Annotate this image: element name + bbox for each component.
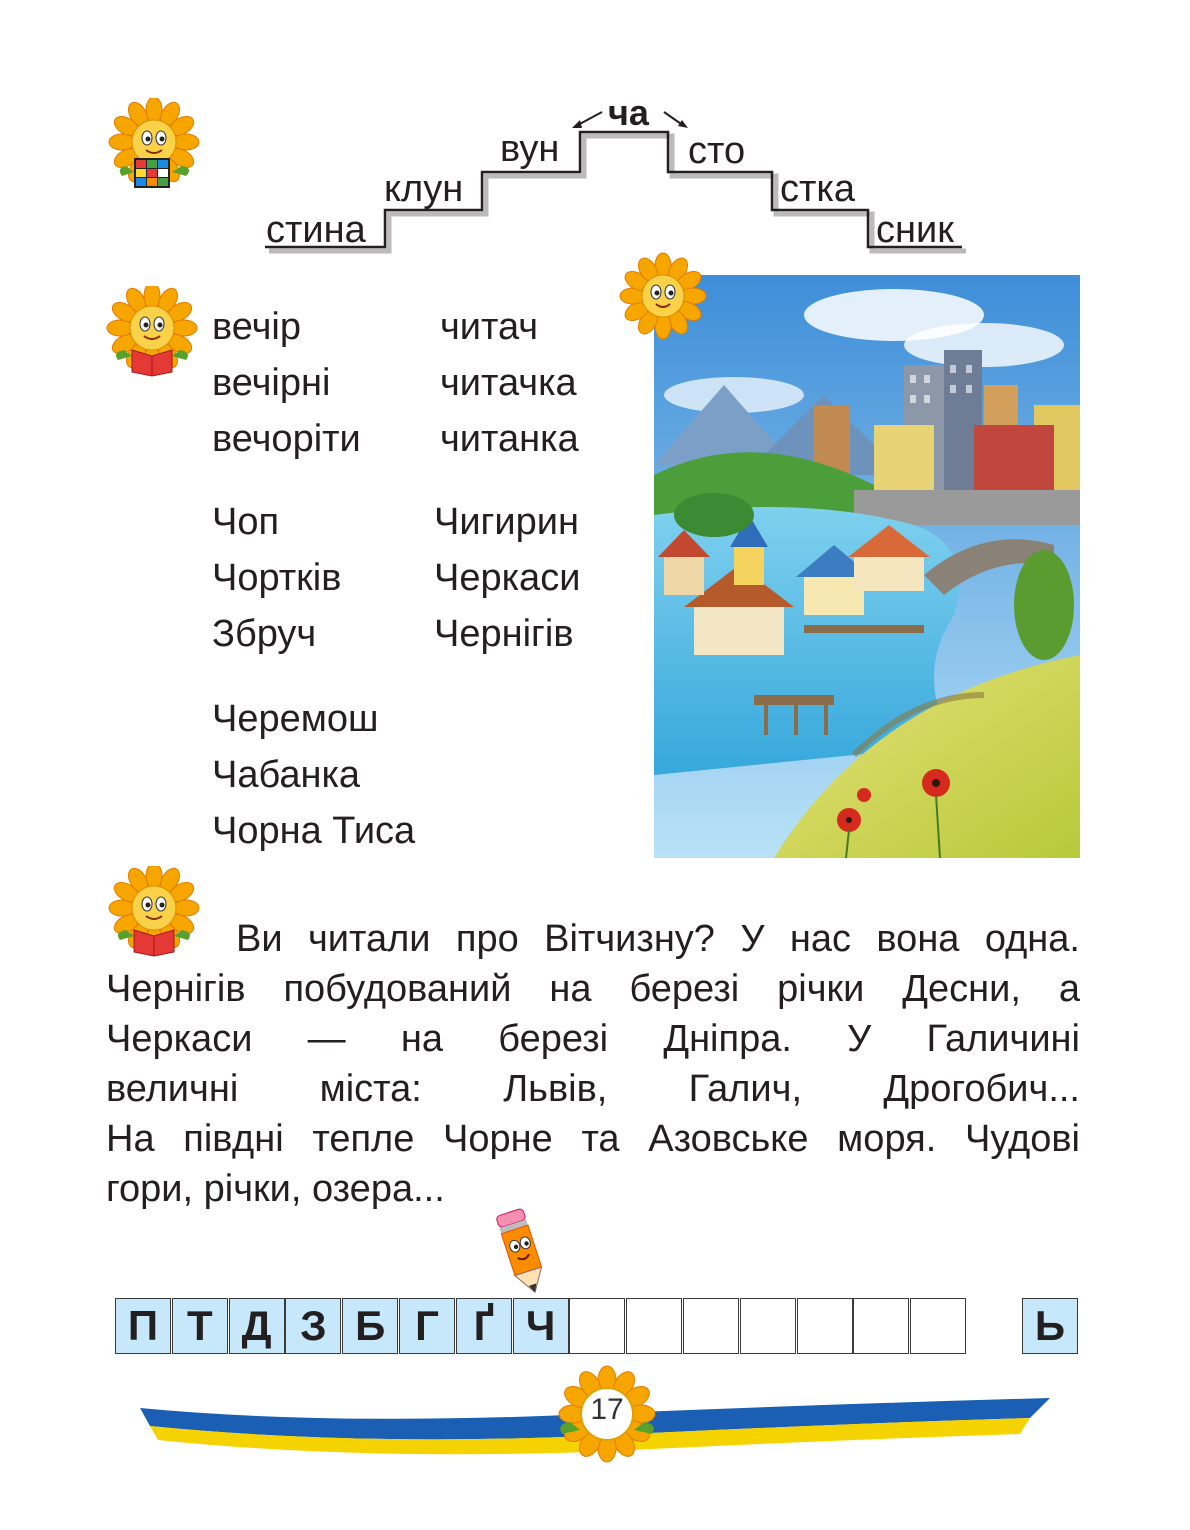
- letter-cell: П: [115, 1298, 171, 1354]
- page-number: 17: [590, 1393, 624, 1426]
- paragraph-line: Ви читали про Вітчизну? У нас вона одна.: [236, 918, 1080, 960]
- letter-cell: Б: [342, 1298, 398, 1354]
- step-word: стина: [266, 209, 366, 251]
- word-item: Чигирин: [434, 501, 579, 543]
- landscape-illustration: [654, 275, 1080, 858]
- letter-cell: Ч: [513, 1298, 569, 1354]
- step-word: стка: [780, 168, 855, 210]
- word-item: Черкаси: [434, 557, 581, 599]
- empty-letter-cell[interactable]: [683, 1298, 739, 1354]
- staircase-lines: [260, 120, 970, 260]
- word-item: читачка: [440, 362, 577, 404]
- step-word: сник: [876, 209, 954, 251]
- step-word: вун: [500, 128, 560, 170]
- empty-letter-cell[interactable]: [740, 1298, 796, 1354]
- word-item: Чабанка: [212, 754, 361, 796]
- letter-cell: Т: [172, 1298, 228, 1354]
- word-item: Чернігів: [434, 613, 574, 655]
- word-item: Чортків: [212, 557, 342, 599]
- paragraph-line: Чернігів побудований на березі річки Десни, а: [106, 968, 1080, 1010]
- sunflower-rubik-icon: [108, 98, 200, 194]
- sunflower-reading-icon: [106, 286, 198, 378]
- letter-cell: Д: [229, 1298, 285, 1354]
- arrow-left-icon: [570, 108, 606, 132]
- word-item: Чоп: [212, 501, 280, 543]
- paragraph-line: гори, річки, озера...: [106, 1168, 445, 1210]
- paragraph-line: На півдні тепле Чорне та Азовське моря. Чудові: [106, 1118, 1080, 1160]
- word-item: Збруч: [212, 613, 317, 655]
- paragraph-line: Черкаси — на березі Дніпра. У Галичині: [106, 1018, 1080, 1060]
- word-item: Чорна Тиса: [212, 810, 416, 852]
- letter-cell-soft-sign: Ь: [1022, 1298, 1078, 1354]
- step-word: клун: [384, 168, 464, 210]
- letter-cell: Г: [399, 1298, 455, 1354]
- word-item: читанка: [440, 418, 579, 460]
- step-word: сто: [688, 130, 746, 172]
- empty-letter-cell[interactable]: [853, 1298, 909, 1354]
- word-item: вечір: [212, 306, 302, 348]
- sunflower-face-icon: [616, 252, 710, 342]
- word-item: вечірні: [212, 362, 331, 404]
- empty-letter-cell[interactable]: [626, 1298, 682, 1354]
- reading-paragraph: [106, 914, 1080, 1214]
- word-item: Черемош: [212, 698, 379, 740]
- empty-letter-cell[interactable]: [569, 1298, 625, 1354]
- word-item: читач: [440, 306, 539, 348]
- paragraph-line: величні міста: Львів, Галич, Дрогобич...: [106, 1068, 1080, 1110]
- empty-letter-cell[interactable]: [797, 1298, 853, 1354]
- pencil-mascot-icon: [490, 1206, 556, 1298]
- arrow-right-icon: [660, 108, 692, 132]
- empty-letter-cell[interactable]: [910, 1298, 966, 1354]
- letter-cell: З: [285, 1298, 341, 1354]
- word-item: вечоріти: [212, 418, 361, 460]
- letter-cell: Ґ: [456, 1298, 512, 1354]
- staircase-peak: ча: [608, 92, 649, 133]
